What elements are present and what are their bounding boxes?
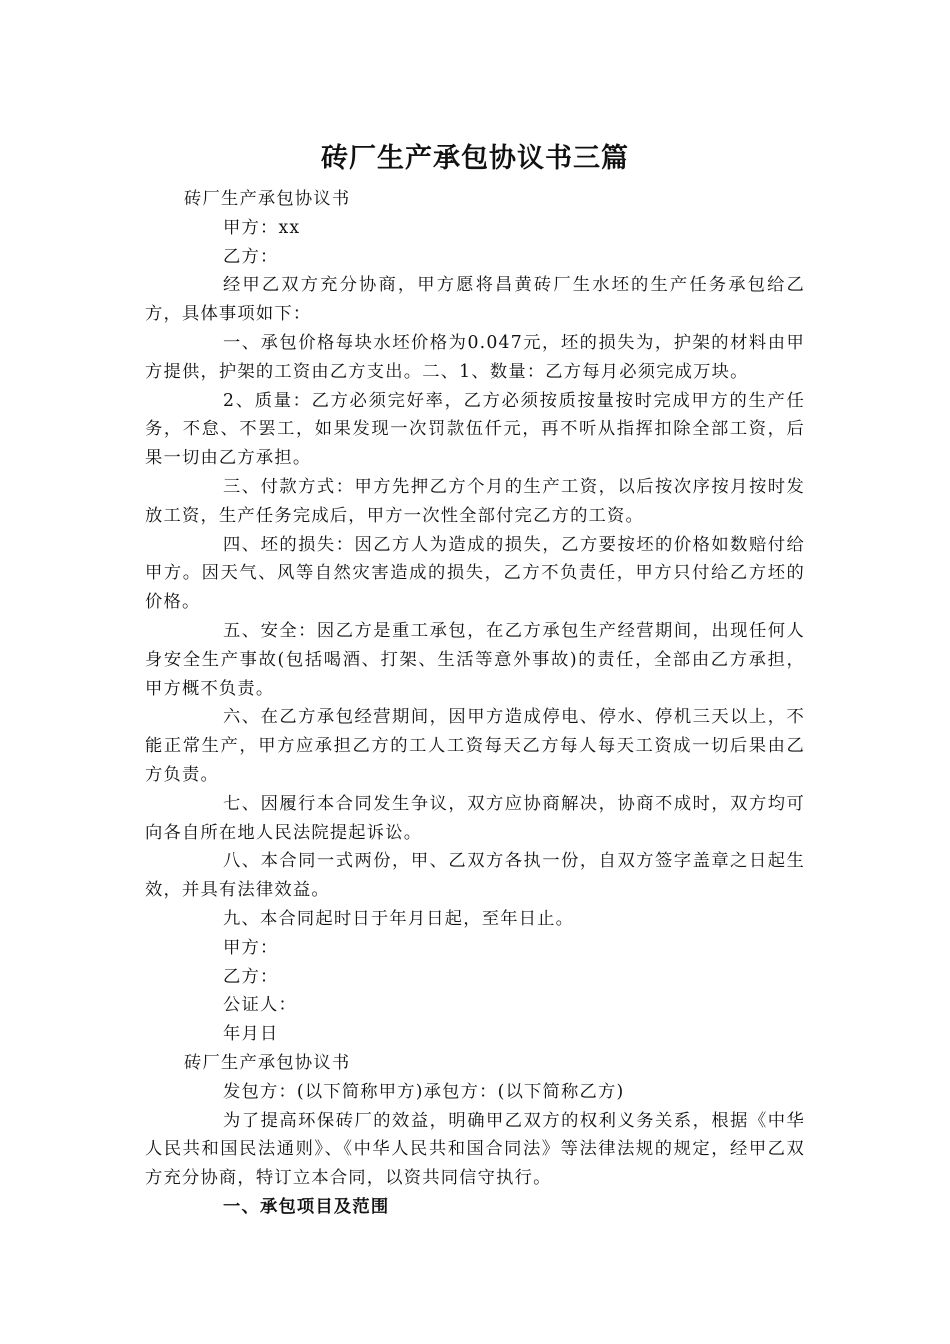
section-heading: 砖厂生产承包协议书 (184, 189, 351, 209)
paragraph: 三、付款方式：甲方先押乙方个月的生产工资，以后按次序按月按时发放工资，生产任务完成后，甲方一次性全部付完乙方的工资。 (145, 476, 805, 526)
subsection-heading: 一、承包项目及范围 (223, 1196, 390, 1217)
paragraph: 八、本合同一式两份，甲、乙双方各执一份，自双方签字盖章之日起生效，并具有法律效益。 (145, 851, 805, 901)
paragraph: 2、质量：乙方必须完好率，乙方必须按质按量按时完成甲方的生产任务，不怠、不罢工，如果发现一次罚款伍仟元，再不听从指挥扣除全部工资，后果一切由乙方承担。 (145, 390, 805, 469)
signature-party-b: 乙方： (223, 966, 279, 987)
party-a-line: 甲方：xx (223, 217, 301, 238)
signature-party-a: 甲方： (223, 937, 279, 958)
signature-date: 年月日 (223, 1024, 279, 1045)
paragraph: 五、安全：因乙方是重工承包，在乙方承包生产经营期间，出现任何人身安全生产事故(包括喝酒、打架、生活等意外事故)的责任，全部由乙方承担，甲方概不负责。 (145, 620, 805, 699)
paragraph: 六、在乙方承包经营期间，因甲方造成停电、停水、停机三天以上，不能正常生产，甲方应承担乙方的工人工资每天乙方每人每天工资成一切后果由乙方负责。 (145, 707, 805, 785)
section-heading: 砖厂生产承包协议书 (184, 1052, 351, 1073)
paragraph: 为了提高环保砖厂的效益，明确甲乙双方的权利义务关系，根据《中华人民共和国民法通则》、《中华人民共和国合同法》等法律法规的规定，经甲乙双方充分协商，特订立本合同，以资共同信守执行。 (145, 1110, 805, 1189)
paragraph: 发包方：(以下简称甲方)承包方：(以下简称乙方) (223, 1081, 625, 1102)
party-b-line: 乙方： (223, 246, 279, 267)
paragraph: 经甲乙双方充分协商，甲方愿将昌黄砖厂生水坯的生产任务承包给乙方，具体事项如下： (145, 275, 805, 325)
paragraph: 七、因履行本合同发生争议，双方应协商解决，协商不成时，双方均可向各自所在地人民法院提起诉讼。 (145, 793, 805, 843)
document-body (145, 185, 805, 1222)
paragraph: 四、坯的损失：因乙方人为造成的损失，乙方要按坯的价格如数赔付给甲方。因天气、风等自然灾害造成的损失，乙方不负责任，甲方只付给乙方坯的价格。 (145, 534, 805, 613)
signature-notary: 公证人： (223, 995, 297, 1016)
paragraph: 一、承包价格每块水坯价格为0.047元，坯的损失为，护架的材料由甲方提供，护架的工资由乙方支出。二、1、数量：乙方每月必须完成万块。 (145, 332, 805, 382)
document-title: 砖厂生产承包协议书三篇 (321, 143, 629, 174)
paragraph: 九、本合同起时日于年月日起，至年日止。 (223, 908, 575, 929)
